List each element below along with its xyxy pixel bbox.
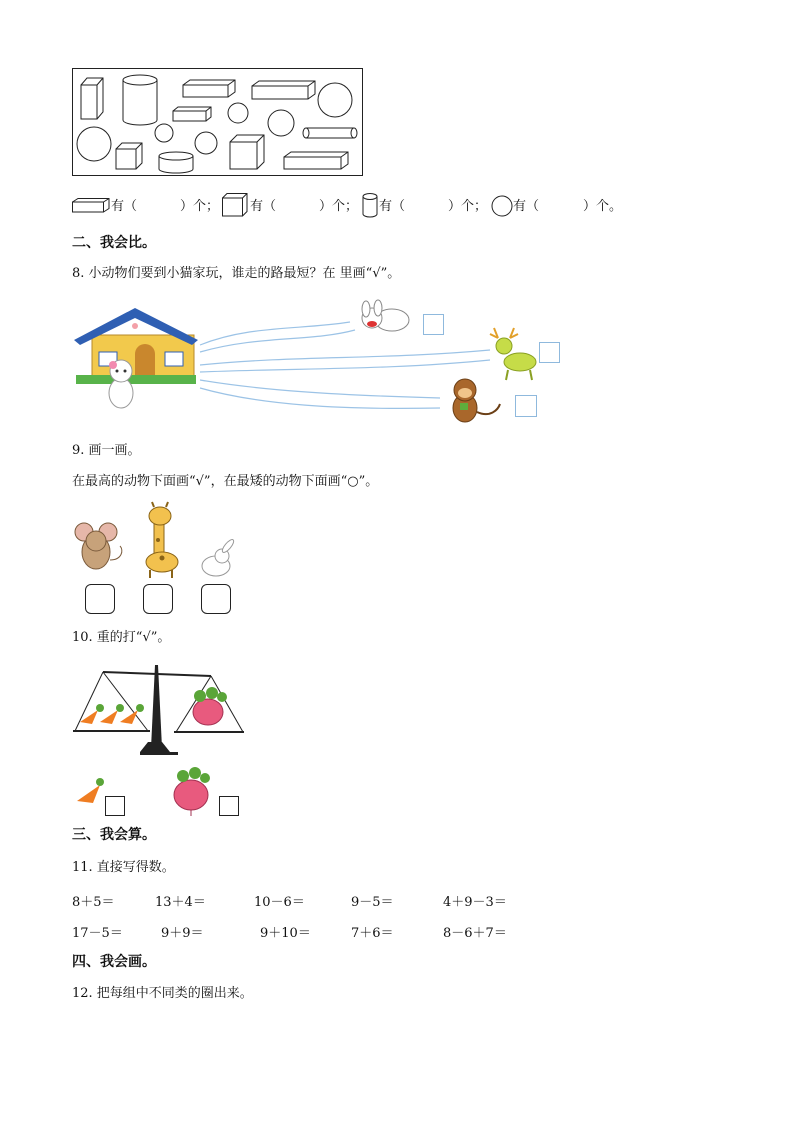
- section-3-title: 三、我会算。: [72, 827, 156, 843]
- dog-figure: [362, 300, 409, 331]
- sphere-icon: [491, 195, 513, 217]
- cuboid-count-close: ）个；: [180, 199, 220, 214]
- calc-item: 8－6＋7＝: [443, 926, 507, 941]
- carrot-option: [77, 778, 104, 803]
- paths: [200, 322, 490, 408]
- deer-figure: [490, 328, 536, 380]
- calc-item: 7＋6＝: [351, 926, 394, 941]
- section-4-title: 四、我会画。: [72, 954, 156, 970]
- answer-box-giraffe[interactable]: [143, 584, 173, 614]
- calc-item: 8＋5＝: [72, 895, 115, 910]
- section-2-title: 二、我会比。: [72, 235, 156, 251]
- mouse-figure: [75, 523, 122, 569]
- calc-item: 4＋9－3＝: [443, 895, 507, 910]
- calc-item: 9＋10＝: [260, 926, 311, 941]
- calc-item: 9＋9＝: [161, 926, 204, 941]
- cuboid-count-label: 有（: [111, 199, 138, 214]
- cube-icon: [222, 193, 250, 217]
- q12-text: 12. 把每组中不同类的圈出来。: [72, 986, 253, 1001]
- answer-box-monkey[interactable]: [515, 395, 537, 417]
- answer-box-deer[interactable]: [539, 342, 560, 363]
- answer-box-radish[interactable]: [219, 796, 239, 816]
- monkey-figure: [453, 379, 500, 422]
- sphere-count-close: ）个。: [583, 199, 623, 214]
- cat-figure: [109, 360, 133, 408]
- answer-box-carrot[interactable]: [105, 796, 125, 816]
- radish-option: [174, 767, 210, 816]
- cylinder-icon: [362, 193, 378, 219]
- calc-item: 13＋4＝: [155, 895, 206, 910]
- answer-box-dog[interactable]: [423, 314, 444, 335]
- answer-box-rabbit[interactable]: [201, 584, 231, 614]
- q10-text: 10. 重的打“√”。: [72, 630, 171, 645]
- radish-on-scale: [193, 687, 227, 725]
- rabbit-figure: [202, 538, 235, 576]
- carrots-on-scale: [80, 704, 144, 724]
- answer-box-mouse[interactable]: [85, 584, 115, 614]
- cube-count-label: 有（: [250, 199, 277, 214]
- q9-instruction: 在最高的动物下面画“√”，在最矮的动物下面画“○”。: [72, 474, 379, 489]
- cylinder-count-close: ）个；: [448, 199, 488, 214]
- calc-item: 10－6＝: [254, 895, 305, 910]
- q11-title: 11. 直接写得数。: [72, 860, 175, 875]
- cuboid-icon: [72, 198, 112, 214]
- sphere-count-label: 有（: [513, 199, 540, 214]
- balance-scale: [0, 0, 794, 160]
- cube-count-close: ）个；: [319, 199, 359, 214]
- q8-text: 8. 小动物们要到小猫家玩，谁走的路最短？在 里画“√”。: [72, 266, 401, 281]
- q9-title: 9. 画一画。: [72, 443, 141, 458]
- calc-item: 17－5＝: [72, 926, 123, 941]
- cylinder-count-label: 有（: [379, 199, 406, 214]
- giraffe-figure: [146, 502, 178, 578]
- cat-house: [74, 308, 198, 384]
- calc-item: 9－5＝: [351, 895, 394, 910]
